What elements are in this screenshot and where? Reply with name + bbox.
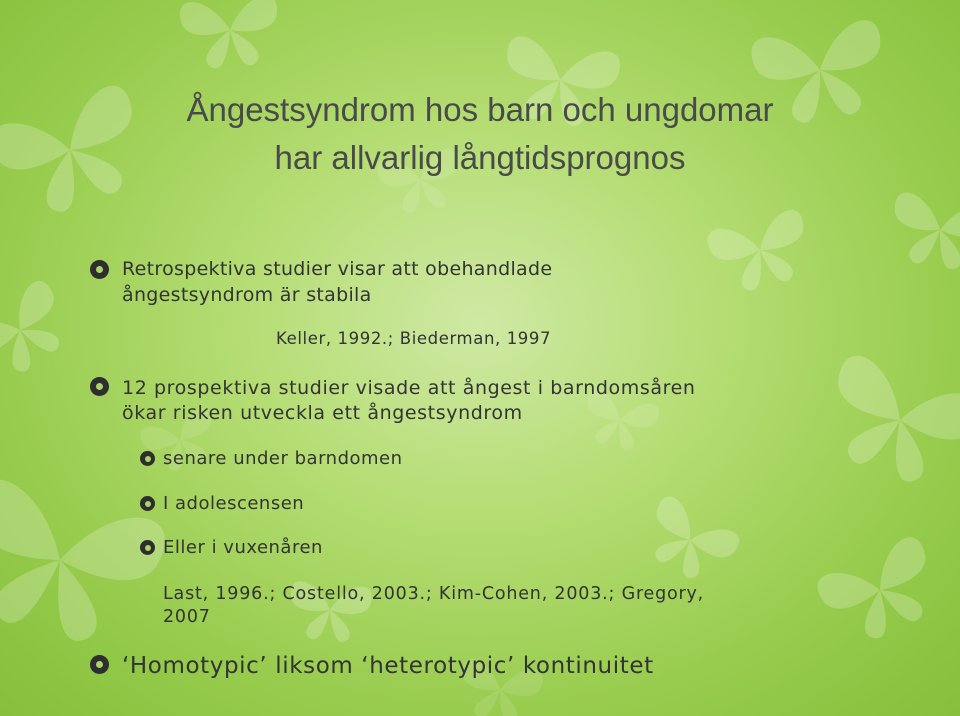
butterfly-icon	[705, 207, 817, 298]
subitem-2: I adolescensen	[163, 493, 305, 514]
bullet-1-line-1: Retrospektiva studier visar att obehandlade	[122, 258, 553, 280]
circle-bullet-icon	[90, 377, 109, 396]
butterfly-icon	[0, 277, 81, 389]
bullet-3-text: ‘Homotypic’ liksom ‘heterotypic’ kontinuitet	[122, 653, 654, 679]
bullet-1-text	[122, 256, 552, 308]
butterfly-icon	[812, 351, 960, 497]
bullet-2-line-1: 12 prospektiva studier visade att ångest i barndomsåren	[122, 377, 696, 399]
bullet-1-reference: Keller, 1992.; Biederman, 1997	[276, 329, 552, 348]
bullet-2-reference	[163, 583, 704, 629]
circle-bullet-icon	[140, 451, 155, 466]
bullet-2-reference-line-1: Last, 1996.; Costello, 2003.; Kim-Cohen, 2003.; Gregory,	[163, 584, 705, 604]
circle-bullet-icon	[90, 655, 109, 674]
butterfly-icon	[886, 191, 960, 275]
bullet-2-reference-line-2: 2007	[163, 607, 211, 627]
title-line-2: har allvarlig långtidsprognos	[274, 139, 686, 176]
title-line-1: Ångestsyndrom hos barn och ungdomar	[186, 91, 774, 128]
slide-title	[60, 86, 900, 182]
bullet-2-line-2: ökar risken utveckla ett ångestsyndrom	[122, 402, 523, 424]
butterfly-icon	[179, 0, 282, 71]
butterfly-icon	[634, 493, 743, 592]
bullet-1-line-2: ångestsyndrom är stabila	[122, 284, 372, 306]
subitem-1: senare under barndomen	[163, 448, 403, 469]
circle-bullet-icon	[140, 540, 155, 555]
butterfly-icon	[813, 533, 950, 653]
subitem-3: Eller i vuxenåren	[163, 537, 323, 558]
circle-bullet-icon	[90, 260, 109, 279]
circle-bullet-icon	[140, 496, 155, 511]
